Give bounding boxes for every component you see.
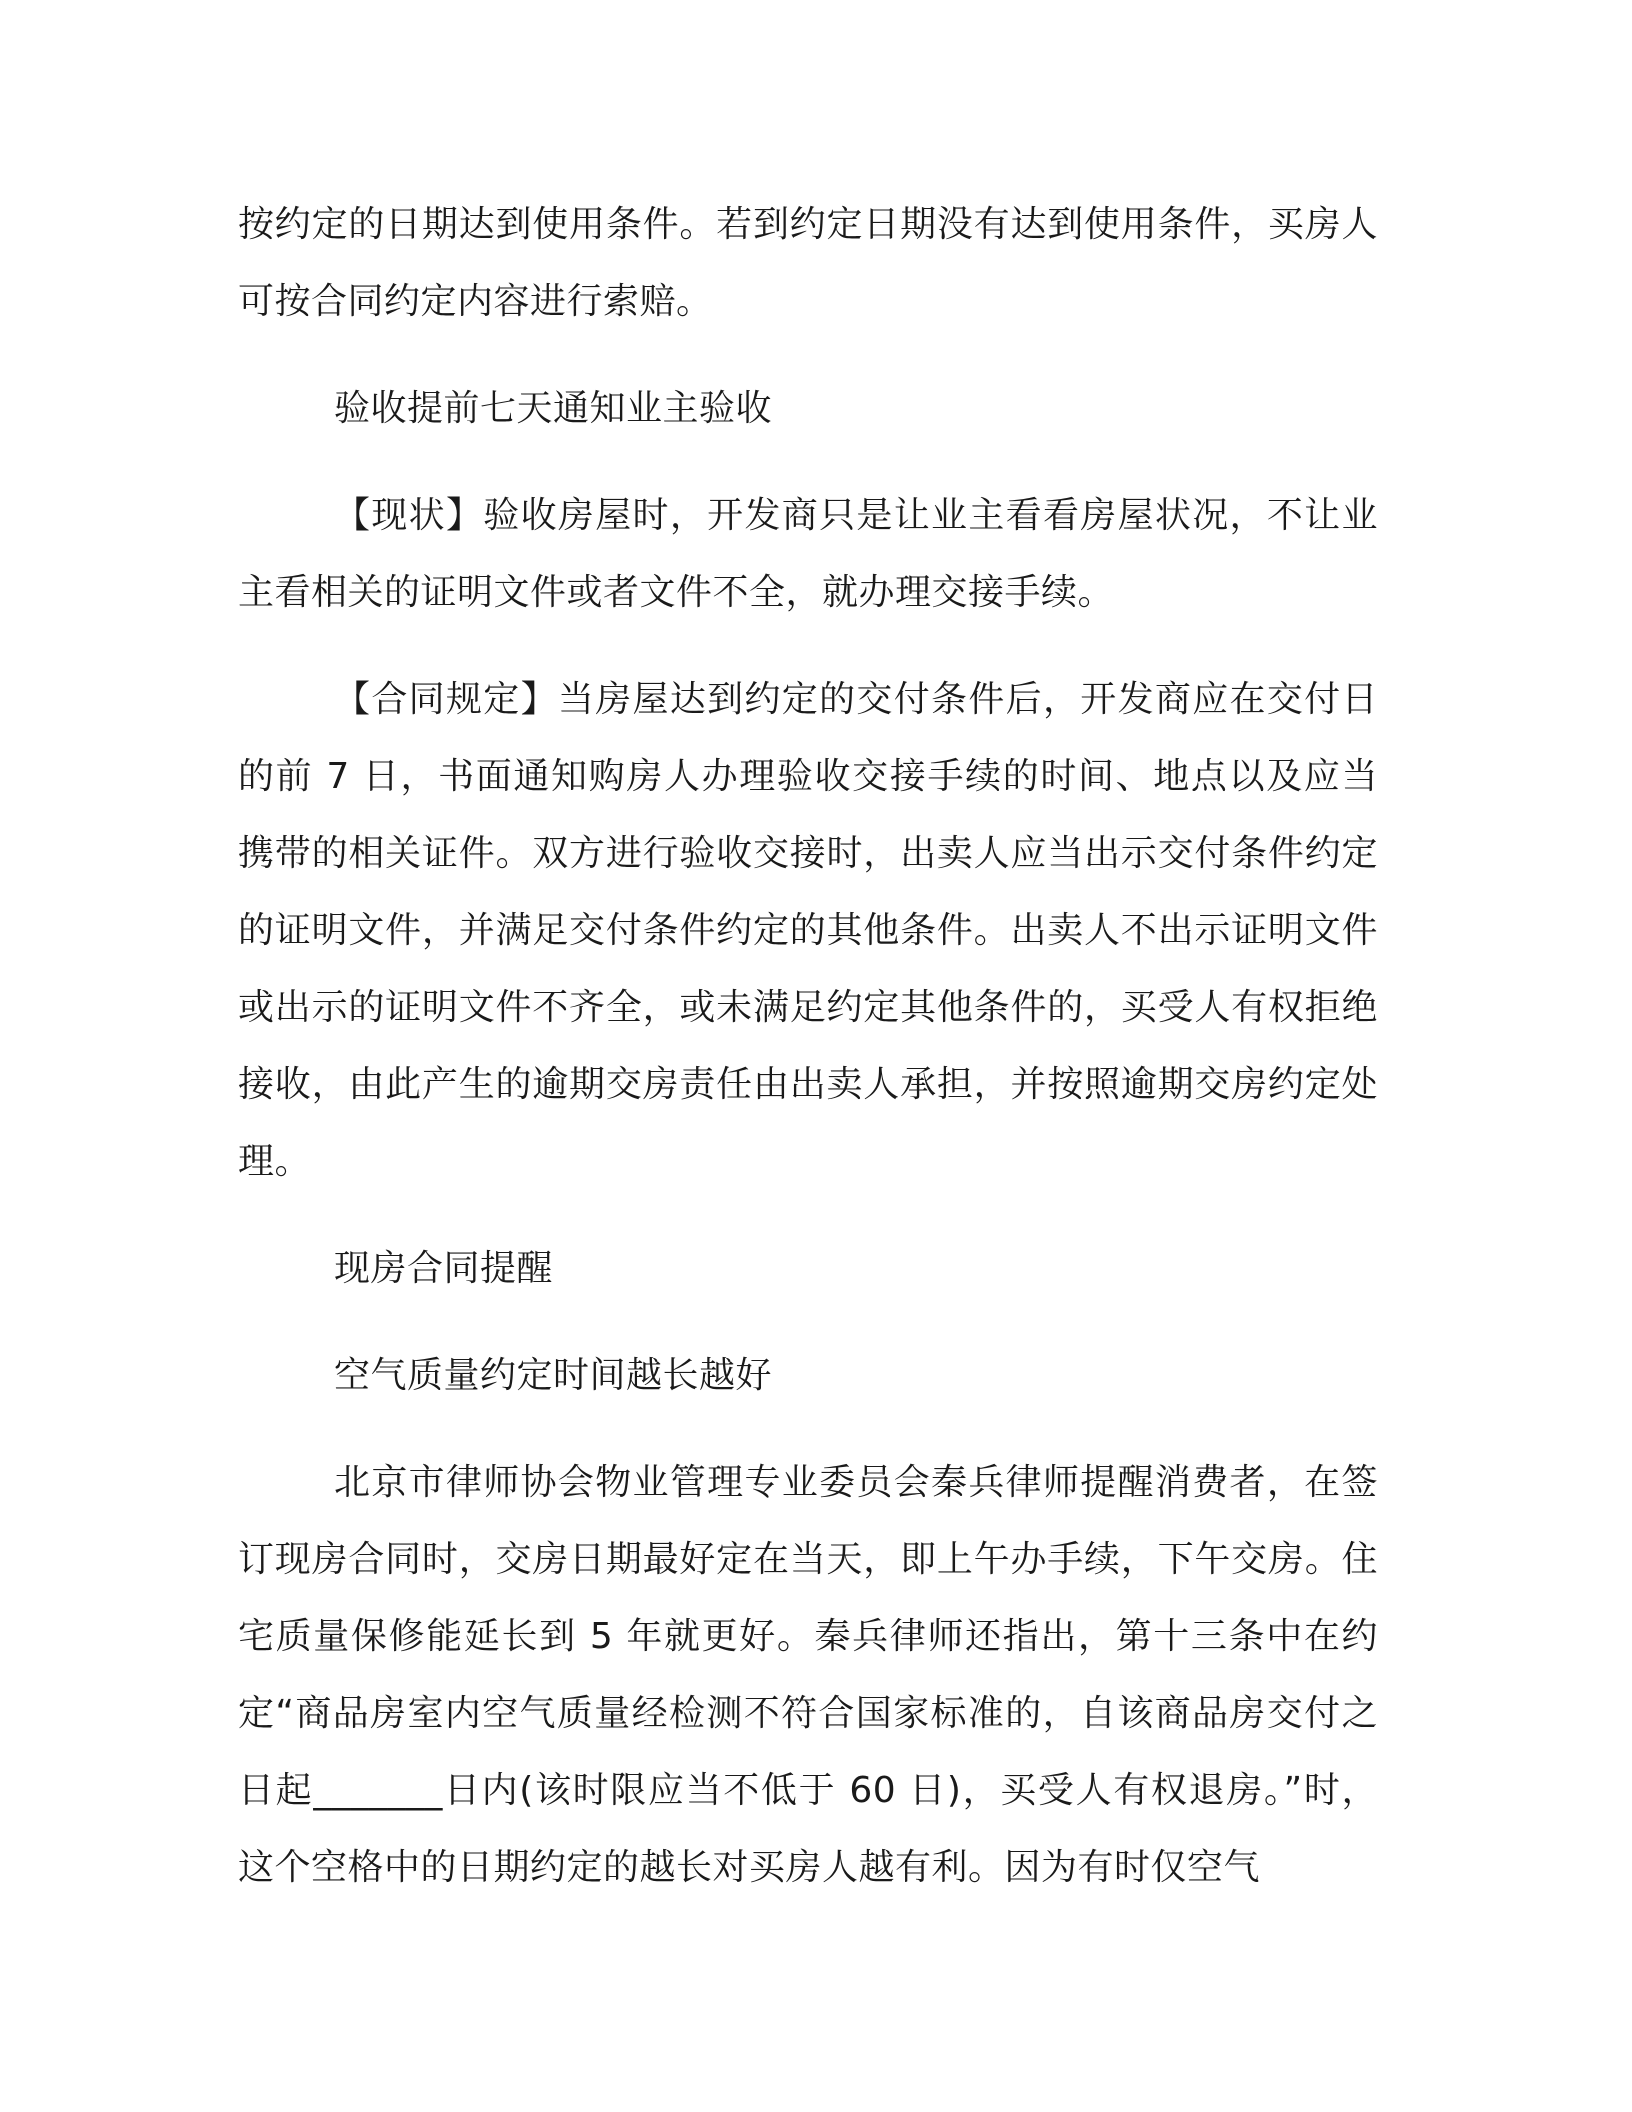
paragraph-spacer bbox=[238, 1200, 1378, 1230]
paragraph-spacer bbox=[238, 1307, 1378, 1337]
document-body bbox=[238, 186, 1378, 1906]
paragraph-spacer bbox=[238, 631, 1378, 661]
paragraph-spacer bbox=[238, 1414, 1378, 1444]
paragraph-continuation: 按约定的日期达到使用条件。若到约定日期没有达到使用条件，买房人可按合同约定内容进行索赔。 bbox=[238, 204, 1378, 322]
paragraph-spacer bbox=[238, 447, 1378, 477]
paragraph-contract-provision: 【合同规定】当房屋达到约定的交付条件后，开发商应在交付日的前 7 日，书面通知购房人办理验收交接手续的时间、地点以及应当携带的相关证件。双方进行验收交接时，出卖人应当出示交付条件约定的证明文件，并满足交付条件约定的其他条件。出卖人不出示证明文件或出示的证明文件不齐全，或未满足约定其他条件的，买受人有权拒绝接收，由此产生的逾期交房责任由出卖人承担，并按照逾期交房约定处理。 bbox=[238, 679, 1378, 1182]
section-heading-existing-house-reminder: 现房合同提醒 bbox=[334, 1248, 554, 1289]
section-heading-inspection-notice: 验收提前七天通知业主验收 bbox=[334, 388, 773, 429]
paragraph-lawyer-advice: 北京市律师协会物业管理专业委员会秦兵律师提醒消费者，在签订现房合同时，交房日期最好定在当天，即上午办手续，下午交房。住宅质量保修能延长到 5 年就更好。秦兵律师还指出，第十三条中在约定“商品房室内空气质量经检测不符合国家标准的，自该商品房交付之日起_______日内(该时限应当不低于 60 日)，买受人有权退房。”时，这个空格中的日期约定的越长对买房人越有利。因为有时仅空气 bbox=[238, 1462, 1378, 1888]
section-heading-air-quality: 空气质量约定时间越长越好 bbox=[334, 1355, 773, 1396]
paragraph-current-situation: 【现状】验收房屋时，开发商只是让业主看看房屋状况，不让业主看相关的证明文件或者文件不全，就办理交接手续。 bbox=[238, 495, 1378, 613]
paragraph-spacer bbox=[238, 340, 1378, 370]
